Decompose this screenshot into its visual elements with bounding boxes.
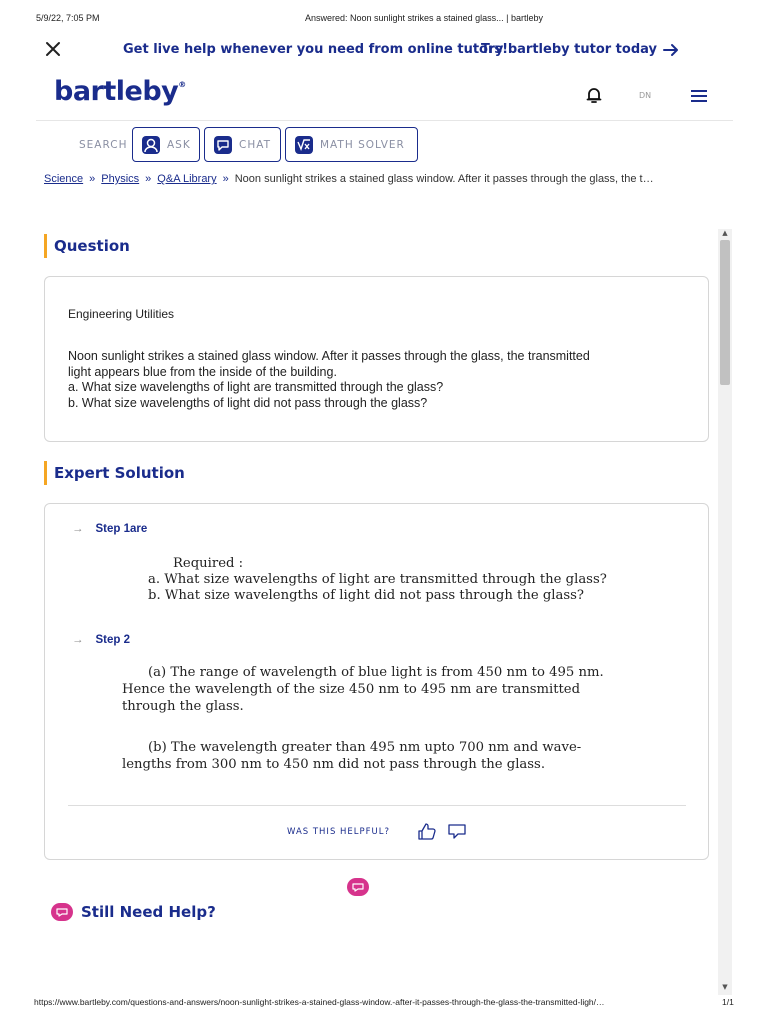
ask-icon: [141, 135, 161, 155]
chat-bubble-icon: [51, 903, 73, 921]
question-line: a. What size wavelengths of light are transmitted through the glass?: [68, 380, 444, 395]
step-arrow-icon: →: [72, 634, 84, 646]
still-need-help-label: Still Need Help?: [81, 903, 216, 921]
tutor-cta-label: Try bartleby tutor today: [481, 42, 657, 57]
math-solver-button[interactable]: [285, 127, 418, 162]
logo-text: bartleby: [54, 76, 179, 107]
solution-divider: [68, 805, 686, 806]
solution-card: [44, 503, 709, 860]
still-need-help[interactable]: [51, 903, 216, 921]
floating-chat-button[interactable]: [347, 878, 369, 896]
helpful-label: WAS THIS HELPFUL?: [287, 827, 391, 837]
thumbs-up-icon: [417, 822, 437, 842]
thumbs-down-button[interactable]: [447, 822, 467, 842]
question-card: [44, 276, 709, 442]
thumbs-down-icon: [447, 822, 467, 842]
print-page-number: 1/1: [722, 997, 734, 1007]
question-line: b. What size wavelengths of light did not pass through the glass?: [68, 395, 428, 410]
step1-line-a: a. What size wavelengths of light are transmitted through the glass?: [148, 572, 607, 587]
print-title: Answered: Noon sunlight strikes a stained glass... | bartleby: [305, 13, 543, 23]
print-datetime: 5/9/22, 7:05 PM: [36, 13, 100, 23]
tutor-cta-link[interactable]: [481, 42, 679, 57]
step-arrow-icon: →: [72, 523, 84, 535]
step2-para2-line2: lengths from 300 nm to 450 nm did not pass through the glass.: [122, 757, 546, 772]
step-2-title: Step 2: [95, 634, 131, 646]
header-divider: [36, 120, 733, 121]
scroll-down-arrow-icon[interactable]: ▼: [722, 983, 728, 991]
step-1-title: Step 1are: [95, 523, 148, 535]
ask-label: ASK: [167, 138, 191, 151]
chat-button[interactable]: [204, 127, 281, 162]
arrow-right-icon: [663, 43, 679, 57]
chat-label: CHAT: [239, 138, 272, 151]
search-label[interactable]: SEARCH: [79, 139, 128, 151]
step2-para1-line1: (a) The range of wavelength of blue light is from 450 nm to 495 nm.: [148, 665, 604, 680]
scrollbar-thumb[interactable]: [720, 240, 730, 385]
step1-required: Required :: [173, 556, 244, 571]
question-subject: Engineering Utilities: [68, 307, 175, 321]
math-solver-label: MATH SOLVER: [320, 138, 405, 151]
logo-registered-mark: ®: [178, 80, 186, 89]
close-icon: [44, 40, 62, 58]
scroll-up-arrow-icon[interactable]: ▲: [722, 229, 728, 237]
notifications-button[interactable]: [585, 86, 603, 104]
math-solver-icon: [294, 135, 314, 155]
print-footer-url: https://www.bartleby.com/questions-and-answers/noon-sunlight-strikes-a-stained-glass-window.-after-it-passes-through-the-glass-the-transmitted-ligh/…: [34, 997, 605, 1007]
step2-para2-line1: (b) The wavelength greater than 495 nm upto 700 nm and wave-: [148, 740, 582, 755]
breadcrumb: Science » Physics » Q&A Library » Noon sunlight strikes a stained glass window. After it passes through the glass, the t…: [44, 173, 654, 185]
question-line: Noon sunlight strikes a stained glass window. After it passes through the glass, the transmitted: [68, 349, 590, 363]
thumbs-up-button[interactable]: [417, 822, 437, 842]
breadcrumb-qa-library[interactable]: Q&A Library: [157, 173, 217, 185]
hamburger-icon: [690, 89, 708, 103]
user-initials[interactable]: DN: [639, 91, 652, 100]
step2-para1-line3: through the glass.: [122, 699, 244, 714]
menu-button[interactable]: [690, 88, 708, 102]
banner-text: Get live help whenever you need from online tutors!: [123, 42, 509, 57]
step-1-header[interactable]: [72, 523, 147, 535]
bartleby-logo[interactable]: [54, 76, 186, 107]
question-heading: Question: [44, 234, 130, 258]
step2-para1-line2: Hence the wavelength of the size 450 nm to 495 nm are transmitted: [122, 682, 581, 697]
breadcrumb-current: Noon sunlight strikes a stained glass window. After it passes through the glass, the t…: [234, 173, 654, 185]
chat-icon: [213, 135, 233, 155]
ask-button[interactable]: [132, 127, 200, 162]
bell-icon: [585, 86, 603, 104]
close-banner-button[interactable]: [44, 40, 62, 58]
step-2-header[interactable]: [72, 634, 130, 646]
breadcrumb-science[interactable]: Science: [44, 173, 84, 185]
solution-heading: Expert Solution: [44, 461, 185, 485]
chat-bubble-icon: [347, 878, 369, 896]
question-body: [68, 349, 678, 411]
breadcrumb-physics[interactable]: Physics: [101, 173, 140, 185]
step1-line-b: b. What size wavelengths of light did not pass through the glass?: [148, 588, 584, 603]
question-line: light appears blue from the inside of the building.: [68, 364, 337, 379]
